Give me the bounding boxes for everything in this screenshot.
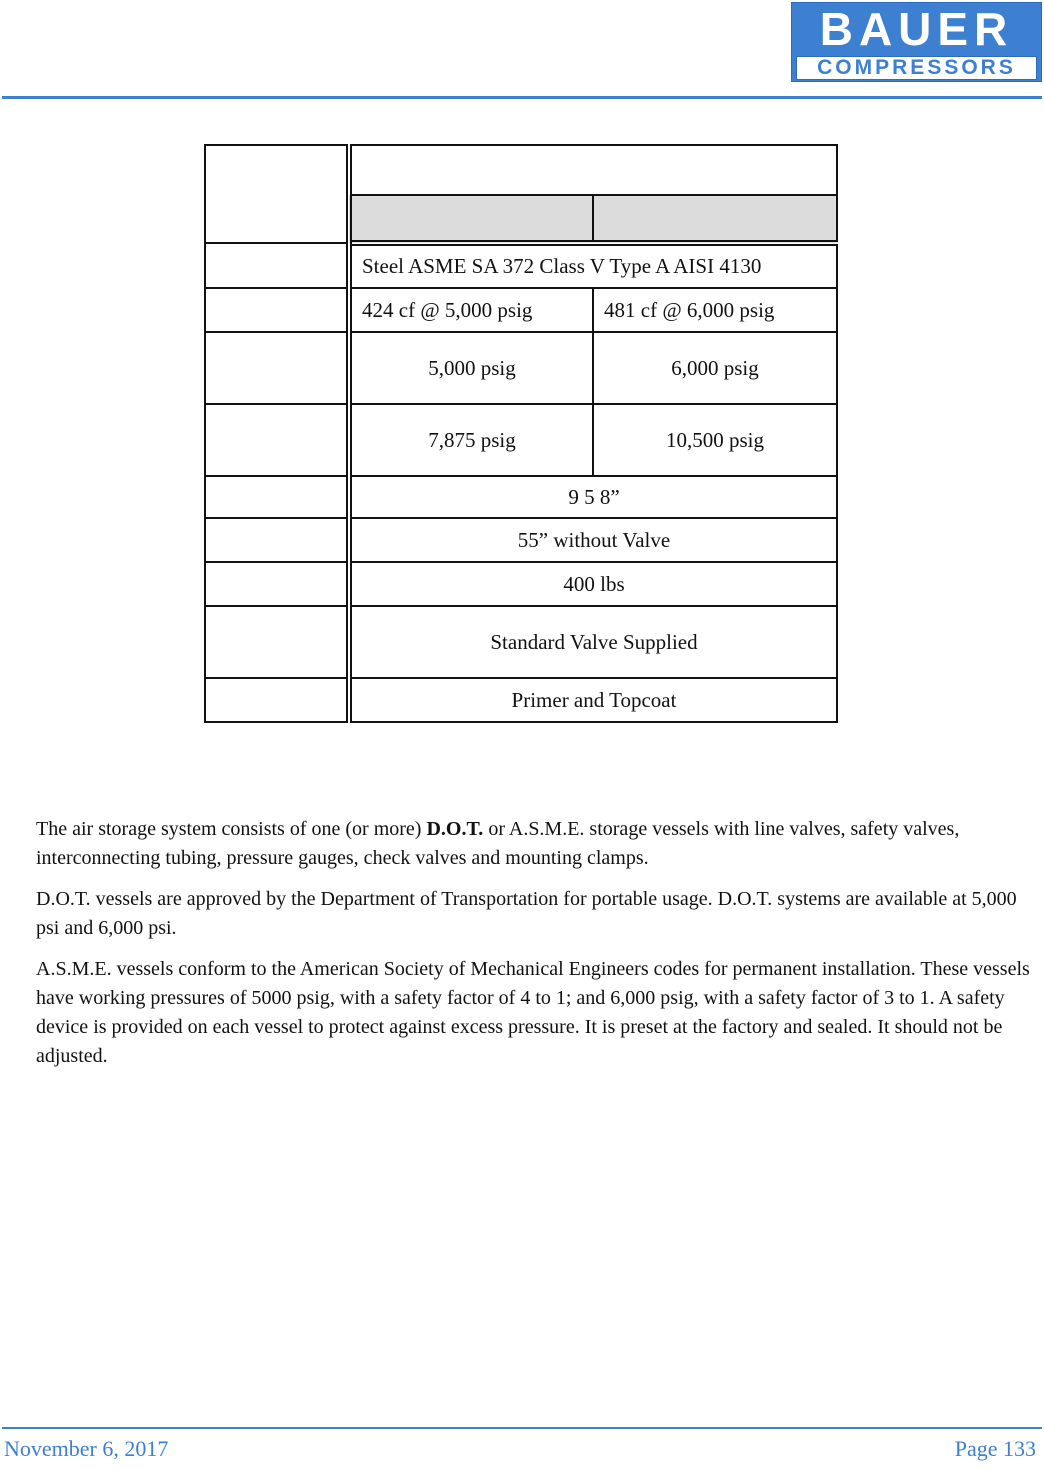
row-label — [205, 404, 349, 476]
test-pressure-6000-cell: 10,500 psig — [593, 404, 837, 476]
paragraph-text: The air storage system consists of one (or more) — [36, 818, 427, 840]
row-label — [205, 243, 349, 288]
row-label — [205, 606, 349, 678]
subheader-cell-5000 — [349, 195, 593, 243]
table-row — [205, 332, 837, 404]
row-label — [205, 562, 349, 606]
finish-cell: Primer and Topcoat — [349, 678, 837, 722]
table-header-row — [205, 145, 837, 195]
table-row — [205, 243, 837, 288]
row-label — [205, 288, 349, 332]
weight-cell: 400 lbs — [349, 562, 837, 606]
paragraph-dot-vessels: D.O.T. vessels are approved by the Department of Transportation for portable usage. D.O.T. systems are available at 5,000 psi and 6,000 psi. — [36, 888, 1017, 939]
table-row — [205, 404, 837, 476]
logo-subtitle: COMPRESSORS — [796, 56, 1037, 80]
length-cell: 55” without Valve — [349, 518, 837, 562]
table-row — [205, 562, 837, 606]
row-label — [205, 678, 349, 722]
row-label — [205, 476, 349, 518]
table-row — [205, 606, 837, 678]
diameter-cell: 9 5 8” — [349, 476, 837, 518]
description-text — [36, 815, 1036, 1083]
bauer-logo — [791, 2, 1042, 82]
table-row — [205, 288, 837, 332]
row-label — [205, 518, 349, 562]
paragraph-asme-vessels: A.S.M.E. vessels conform to the American Society of Mechanical Engineers codes for permanent installation. These vessels have working pressures of 5000 psig, with a safety factor of 4 to 1; and 6,000 psig, with a safety factor of 3 to 1. A safety device is provided on each vessel to protect against excess pressure. It is preset at the factory and sealed. It should not be adjusted. — [36, 958, 1030, 1067]
subheader-cell-6000 — [593, 195, 837, 243]
table-row — [205, 518, 837, 562]
working-pressure-5000-cell: 5,000 psig — [349, 332, 593, 404]
header-rule — [2, 96, 1042, 99]
footer-date: November 6, 2017 — [4, 1436, 169, 1461]
paragraph-text: or A.S.M.E. storage vessels with line valves, safety valves, interconnecting tubing, pressure gauges, check valves and mounting clamps. — [36, 818, 960, 869]
test-pressure-5000-cell: 7,875 psig — [349, 404, 593, 476]
footer-rule — [2, 1427, 1042, 1429]
logo-wordmark: BAUER — [819, 3, 1014, 55]
vessel-spec-table — [204, 144, 838, 723]
dot-emphasis: D.O.T. — [426, 818, 484, 840]
paragraph-system-overview — [36, 815, 1036, 873]
material-cell: Steel ASME SA 372 Class V Type A AISI 4130 — [349, 243, 837, 288]
capacity-5000-cell: 424 cf @ 5,000 psig — [349, 288, 593, 332]
table-row — [205, 678, 837, 722]
row-label — [205, 332, 349, 404]
header-label-cell — [205, 145, 349, 243]
header-title-cell — [349, 145, 837, 195]
table-row — [205, 476, 837, 518]
valve-cell: Standard Valve Supplied — [349, 606, 837, 678]
capacity-6000-cell: 481 cf @ 6,000 psig — [593, 288, 837, 332]
working-pressure-6000-cell: 6,000 psig — [593, 332, 837, 404]
page-number: Page 133 — [954, 1436, 1036, 1461]
